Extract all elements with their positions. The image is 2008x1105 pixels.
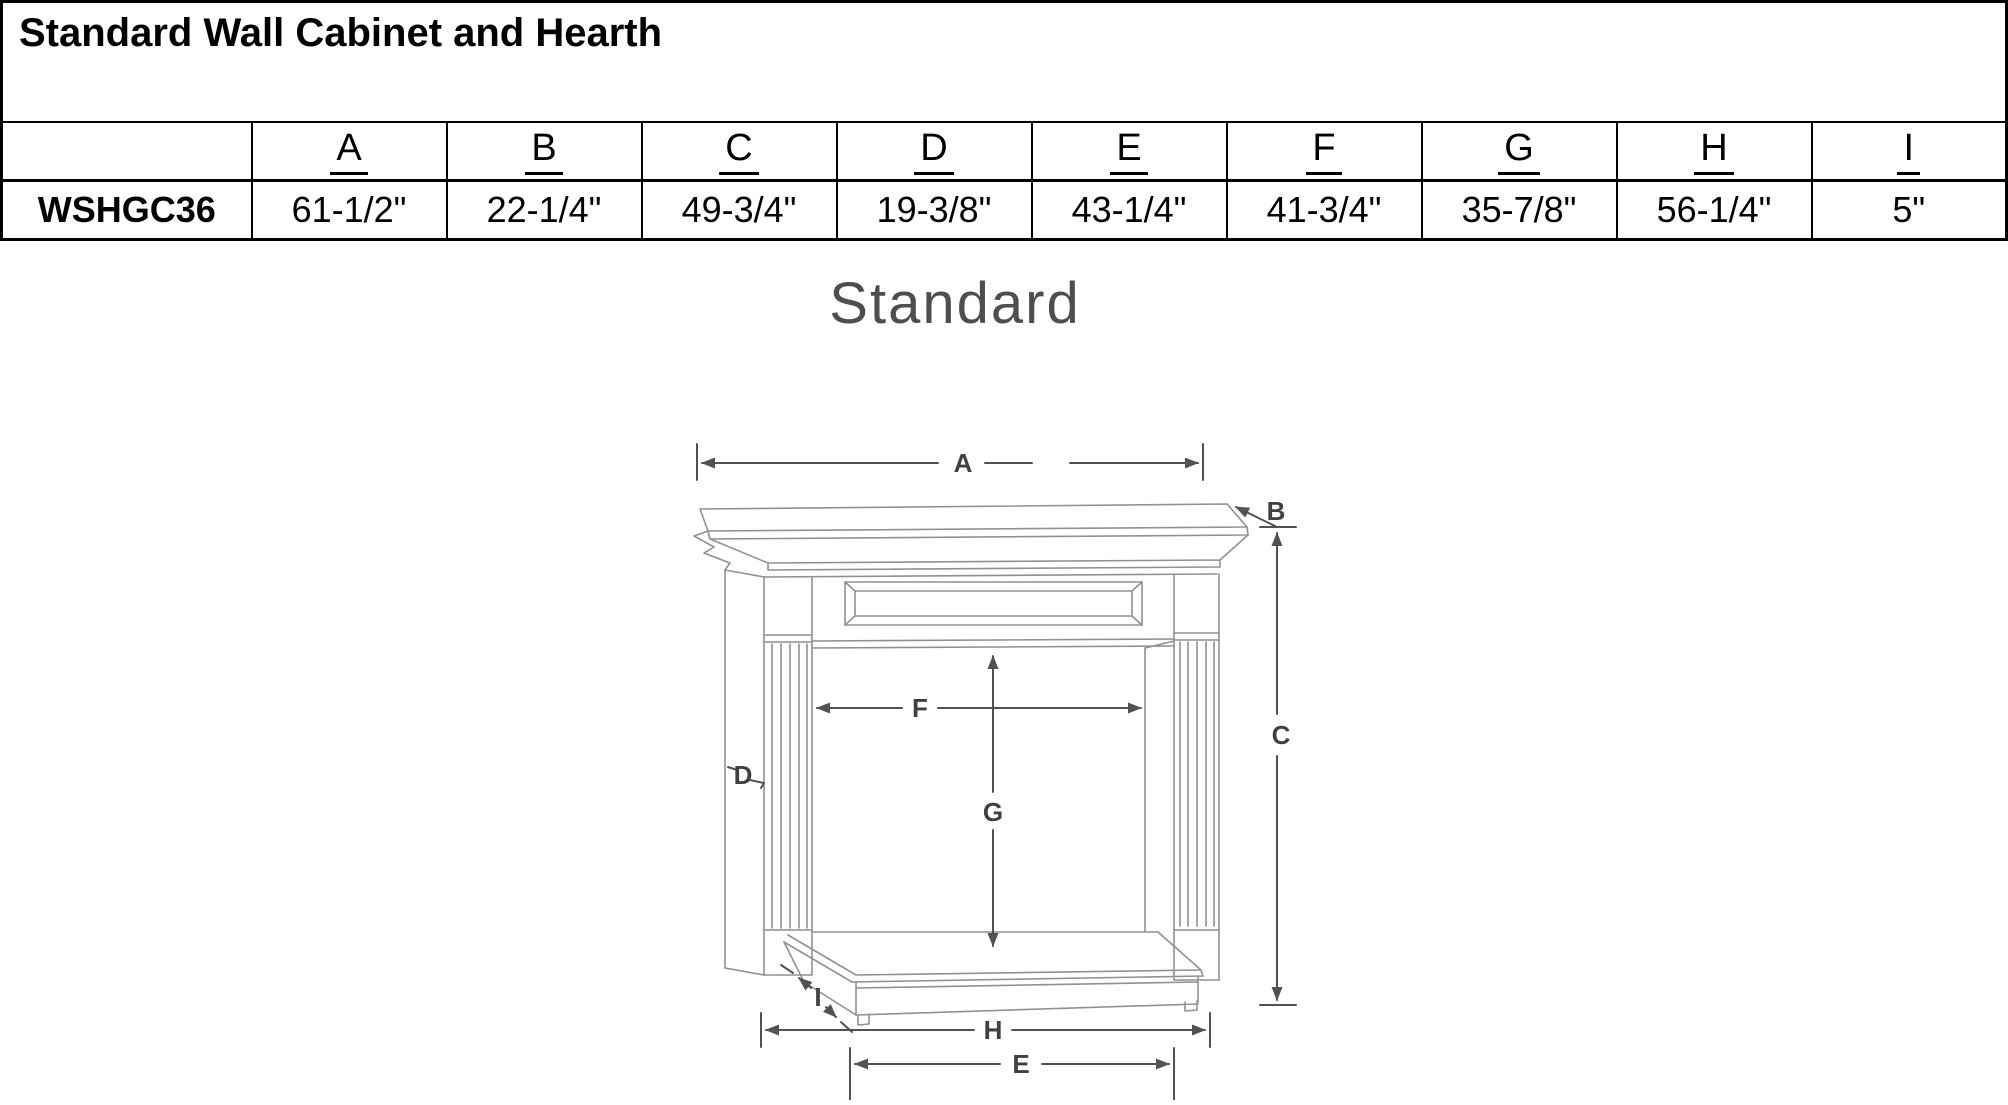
frieze-panel-outer [845,582,1142,625]
shelf-top [700,504,1247,531]
dim-label-i: I [814,982,822,1012]
table-header-row [2,122,2007,181]
dim-label-d: D [733,760,753,790]
value-a: 61-1/2" [252,181,447,240]
opening-top-band [812,639,1174,648]
dim-header-a: A [252,122,447,181]
diagram-heading: Standard [829,271,1081,336]
dim-header-e: E [1032,122,1227,181]
dim-label-f: F [912,693,928,723]
value-i: 5" [1812,181,2007,240]
table-data-row [2,181,2007,240]
dim-line-a [697,444,1203,480]
dim-header-h: H [1617,122,1812,181]
hearth-bullnose [784,942,1203,982]
dim-line-e [850,1048,1174,1100]
value-e: 43-1/4" [1032,181,1227,240]
mantel-diagram-svg [680,430,1360,1100]
dim-line-b [1236,496,1296,527]
value-c: 49-3/4" [642,181,837,240]
value-h: 56-1/4" [1617,181,1812,240]
dim-label-g: G [982,797,1004,827]
hearth-top [788,932,1201,975]
dim-header-g: G [1422,122,1617,181]
dim-label-b: B [1266,496,1286,526]
dim-header-i: I [1812,122,2007,181]
dim-line-g [983,656,1003,946]
dim-header-b: B [447,122,642,181]
opening-right-jamb [1145,641,1174,932]
model-number: WSHGC36 [2,181,252,240]
dim-line-d [728,760,764,790]
mantel-diagram [680,430,1360,1100]
value-b: 22-1/4" [447,181,642,240]
dim-label-h: H [983,1015,1003,1045]
value-g: 35-7/8" [1422,181,1617,240]
model-column-header [2,122,252,181]
dim-line-c [1260,533,1296,1005]
dim-header-d: D [837,122,1032,181]
value-f: 41-3/4" [1227,181,1422,240]
dimension-table [0,0,2008,241]
mantel-drawing [694,504,1248,1025]
table-title: Standard Wall Cabinet and Hearth [2,2,2007,123]
frieze-panel-bevels [845,582,1142,625]
dim-line-h [761,1013,1210,1047]
dim-header-c: C [642,122,837,181]
dim-label-a: A [953,448,973,478]
dim-label-e: E [1012,1049,1030,1079]
dim-header-f: F [1227,122,1422,181]
value-d: 19-3/8" [837,181,1032,240]
dim-label-c: C [1271,720,1291,750]
frieze-panel-inner [855,591,1132,616]
table-title-row [2,2,2007,123]
crown-molding [710,535,1248,577]
dim-line-f [817,693,1141,723]
pilasters [764,574,1219,980]
